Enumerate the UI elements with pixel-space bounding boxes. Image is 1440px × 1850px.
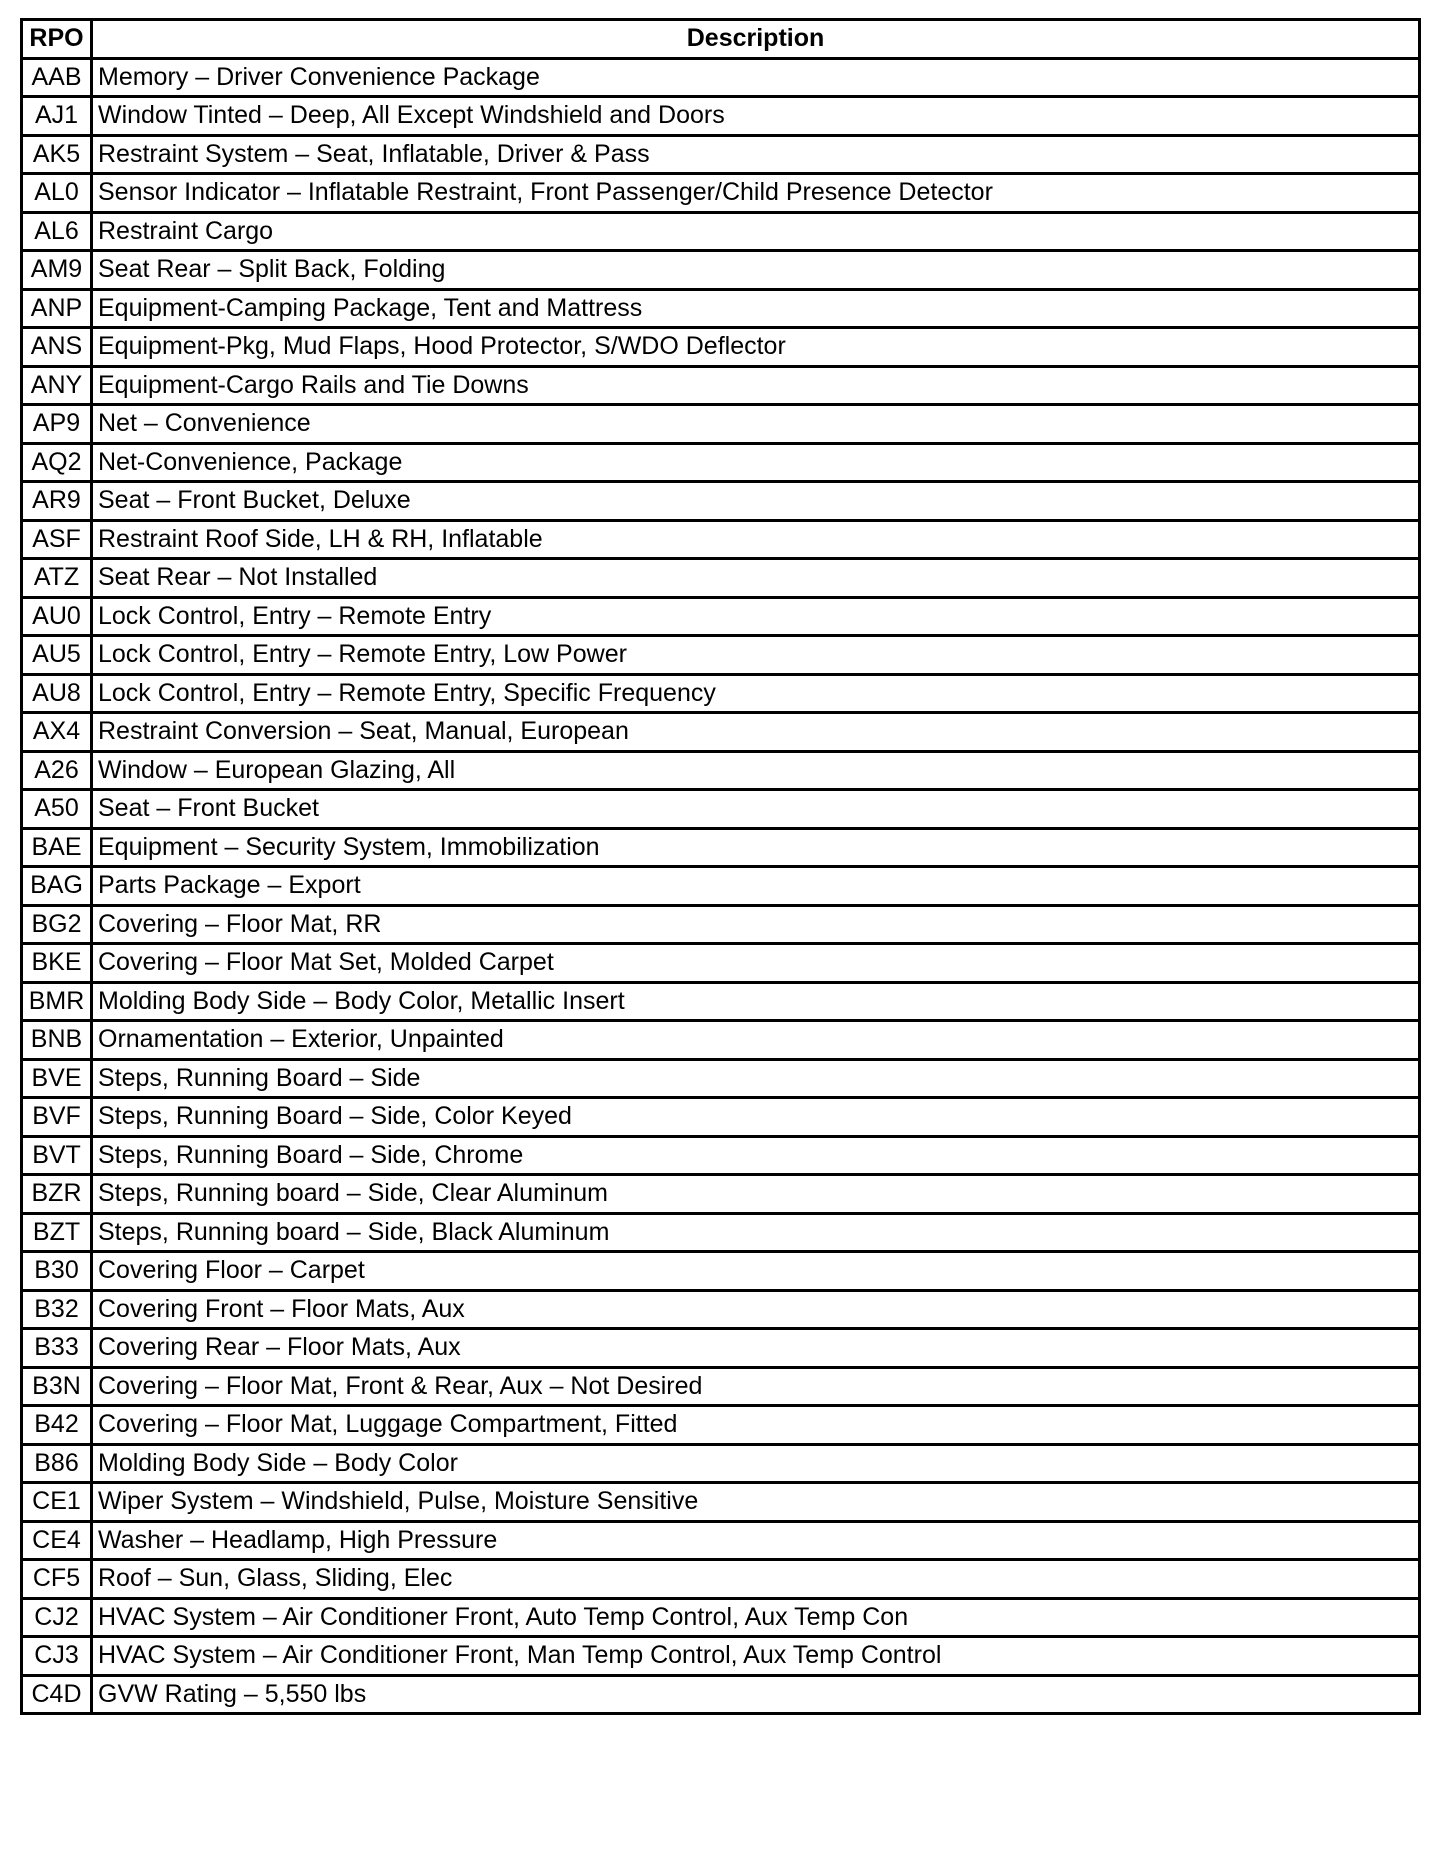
description-cell: Covering – Floor Mat Set, Molded Carpet [92,944,1420,983]
rpo-code-cell: A50 [22,790,92,829]
table-row [22,982,1420,1021]
description-cell: Memory – Driver Convenience Package [92,58,1420,97]
rpo-code-cell: AU0 [22,597,92,636]
rpo-code-cell: AX4 [22,713,92,752]
description-cell: Covering – Floor Mat, RR [92,905,1420,944]
description-cell: Steps, Running board – Side, Black Aluminum [92,1213,1420,1252]
rpo-code-cell: ANP [22,289,92,328]
table-row [22,135,1420,174]
rpo-code-cell: B32 [22,1290,92,1329]
rpo-code-cell: AAB [22,58,92,97]
rpo-code-cell: B33 [22,1329,92,1368]
rpo-code-cell: CJ2 [22,1598,92,1637]
rpo-code-cell: AL6 [22,212,92,251]
table-header-row [22,20,1420,59]
table-row [22,97,1420,136]
table-row [22,366,1420,405]
description-cell: Window – European Glazing, All [92,751,1420,790]
description-cell: Net-Convenience, Package [92,443,1420,482]
description-cell: Seat – Front Bucket [92,790,1420,829]
table-row [22,1483,1420,1522]
table-row [22,212,1420,251]
table-row [22,405,1420,444]
description-cell: Ornamentation – Exterior, Unpainted [92,1021,1420,1060]
description-cell: Steps, Running Board – Side [92,1059,1420,1098]
description-cell: Washer – Headlamp, High Pressure [92,1521,1420,1560]
description-cell: HVAC System – Air Conditioner Front, Man Temp Control, Aux Temp Control [92,1637,1420,1676]
table-row [22,1329,1420,1368]
description-cell: Covering – Floor Mat, Front & Rear, Aux – Not Desired [92,1367,1420,1406]
description-cell: Seat Rear – Split Back, Folding [92,251,1420,290]
description-cell: Seat Rear – Not Installed [92,559,1420,598]
rpo-code-cell: AU5 [22,636,92,675]
rpo-code-cell: B42 [22,1406,92,1445]
description-cell: HVAC System – Air Conditioner Front, Auto Temp Control, Aux Temp Con [92,1598,1420,1637]
rpo-code-cell: B30 [22,1252,92,1291]
rpo-code-cell: AP9 [22,405,92,444]
description-cell: Seat – Front Bucket, Deluxe [92,482,1420,521]
table-row [22,1367,1420,1406]
table-row [22,1021,1420,1060]
description-cell: Lock Control, Entry – Remote Entry [92,597,1420,636]
rpo-code-cell: AQ2 [22,443,92,482]
description-cell: Covering Front – Floor Mats, Aux [92,1290,1420,1329]
table-row [22,289,1420,328]
rpo-code-cell: AU8 [22,674,92,713]
rpo-code-cell: BKE [22,944,92,983]
rpo-code-cell: AL0 [22,174,92,213]
table-row [22,1175,1420,1214]
rpo-code-cell: BAE [22,828,92,867]
description-cell: Equipment-Pkg, Mud Flaps, Hood Protector, S/WDO Deflector [92,328,1420,367]
rpo-code-cell: AK5 [22,135,92,174]
description-cell: Roof – Sun, Glass, Sliding, Elec [92,1560,1420,1599]
table-row [22,751,1420,790]
rpo-code-cell: BVE [22,1059,92,1098]
description-cell: Covering Floor – Carpet [92,1252,1420,1291]
table-row [22,905,1420,944]
description-cell: Wiper System – Windshield, Pulse, Moisture Sensitive [92,1483,1420,1522]
description-cell: Equipment-Cargo Rails and Tie Downs [92,366,1420,405]
rpo-code-cell: CE4 [22,1521,92,1560]
rpo-code-cell: BMR [22,982,92,1021]
description-cell: Lock Control, Entry – Remote Entry, Specific Frequency [92,674,1420,713]
rpo-code-cell: A26 [22,751,92,790]
description-cell: Steps, Running Board – Side, Chrome [92,1136,1420,1175]
description-cell: Steps, Running board – Side, Clear Aluminum [92,1175,1420,1214]
description-cell: GVW Rating – 5,550 lbs [92,1675,1420,1714]
table-row [22,1675,1420,1714]
table-row [22,674,1420,713]
table-row [22,867,1420,906]
description-cell: Covering Rear – Floor Mats, Aux [92,1329,1420,1368]
description-cell: Steps, Running Board – Side, Color Keyed [92,1098,1420,1137]
rpo-code-cell: C4D [22,1675,92,1714]
rpo-code-cell: CJ3 [22,1637,92,1676]
table-row [22,1059,1420,1098]
description-cell: Molding Body Side – Body Color, Metallic Insert [92,982,1420,1021]
table-row [22,828,1420,867]
rpo-code-cell: AM9 [22,251,92,290]
description-cell: Lock Control, Entry – Remote Entry, Low Power [92,636,1420,675]
table-row [22,1637,1420,1676]
rpo-column-header: RPO [22,20,92,59]
description-cell: Parts Package – Export [92,867,1420,906]
description-column-header: Description [92,20,1420,59]
table-row [22,482,1420,521]
description-cell: Restraint Cargo [92,212,1420,251]
rpo-code-cell: AR9 [22,482,92,521]
rpo-code-cell: B3N [22,1367,92,1406]
table-row [22,713,1420,752]
table-body [22,58,1420,1714]
table-row [22,1213,1420,1252]
table-row [22,1598,1420,1637]
rpo-code-cell: ATZ [22,559,92,598]
description-cell: Molding Body Side – Body Color [92,1444,1420,1483]
table-row [22,1444,1420,1483]
rpo-code-cell: ANS [22,328,92,367]
rpo-table-container [20,18,1418,1715]
rpo-table [20,18,1421,1715]
rpo-code-cell: B86 [22,1444,92,1483]
description-cell: Restraint System – Seat, Inflatable, Driver & Pass [92,135,1420,174]
description-cell: Window Tinted – Deep, All Except Windshield and Doors [92,97,1420,136]
table-row [22,251,1420,290]
description-cell: Net – Convenience [92,405,1420,444]
table-row [22,1136,1420,1175]
description-cell: Covering – Floor Mat, Luggage Compartment, Fitted [92,1406,1420,1445]
table-row [22,1560,1420,1599]
table-row [22,174,1420,213]
rpo-code-cell: BZT [22,1213,92,1252]
table-row [22,559,1420,598]
table-row [22,597,1420,636]
description-cell: Restraint Roof Side, LH & RH, Inflatable [92,520,1420,559]
rpo-code-cell: BNB [22,1021,92,1060]
rpo-code-cell: ASF [22,520,92,559]
rpo-code-cell: BAG [22,867,92,906]
table-row [22,328,1420,367]
table-row [22,1406,1420,1445]
rpo-code-cell: BVT [22,1136,92,1175]
rpo-code-cell: BVF [22,1098,92,1137]
table-row [22,1290,1420,1329]
rpo-code-cell: BG2 [22,905,92,944]
rpo-code-cell: CE1 [22,1483,92,1522]
table-row [22,1252,1420,1291]
rpo-code-cell: CF5 [22,1560,92,1599]
table-row [22,520,1420,559]
description-cell: Sensor Indicator – Inflatable Restraint, Front Passenger/Child Presence Detector [92,174,1420,213]
table-row [22,1098,1420,1137]
rpo-code-cell: ANY [22,366,92,405]
table-row [22,790,1420,829]
rpo-code-cell: AJ1 [22,97,92,136]
table-row [22,636,1420,675]
rpo-code-cell: BZR [22,1175,92,1214]
description-cell: Restraint Conversion – Seat, Manual, European [92,713,1420,752]
table-row [22,944,1420,983]
table-row [22,1521,1420,1560]
description-cell: Equipment-Camping Package, Tent and Mattress [92,289,1420,328]
description-cell: Equipment – Security System, Immobilization [92,828,1420,867]
table-row [22,443,1420,482]
table-row [22,58,1420,97]
